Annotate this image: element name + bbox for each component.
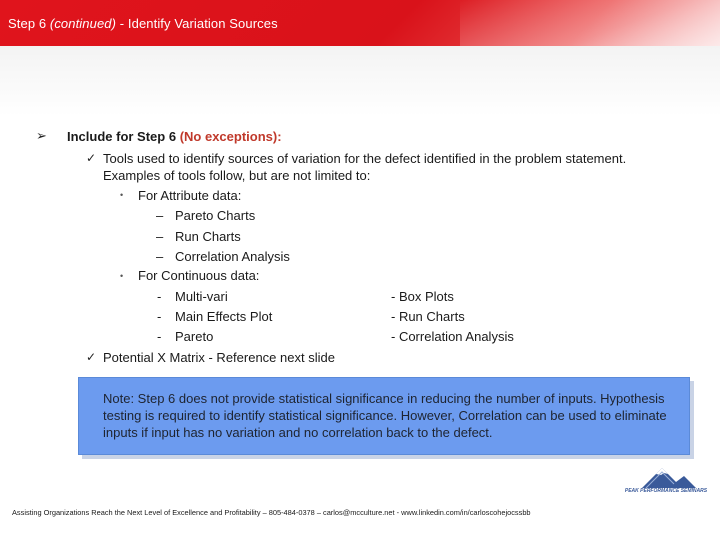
arrow-bullet-icon: ➢ — [36, 128, 47, 143]
matrix-line: Potential X Matrix - Reference next slide — [103, 350, 335, 365]
note-box — [78, 377, 690, 455]
checkmark-icon: ✓ — [86, 350, 97, 364]
header-shine — [460, 0, 720, 46]
header-fade — [0, 46, 720, 116]
hyphen-icon: - — [157, 309, 162, 324]
slide-title-suffix: - Identify Variation Sources — [116, 16, 278, 31]
attribute-item: Pareto Charts — [175, 208, 256, 223]
main-heading-accent: (No exceptions): — [179, 129, 282, 144]
checkmark-icon: ✓ — [86, 151, 97, 165]
continuous-item-left: Multi-vari — [175, 289, 228, 304]
attribute-item: Run Charts — [175, 229, 241, 244]
continuous-label: For Continuous data: — [138, 268, 260, 283]
continuous-item-left: Pareto — [175, 329, 214, 344]
hyphen-icon: - — [157, 329, 162, 344]
slide-title-prefix: Step 6 — [8, 16, 50, 31]
dash-icon: – — [156, 249, 164, 264]
slide-title — [8, 16, 278, 31]
slide-title-italic: (continued) — [49, 16, 117, 31]
dash-icon: – — [156, 208, 164, 223]
bullet-dot-icon: • — [120, 190, 124, 200]
company-logo — [624, 466, 708, 506]
mountain-logo-icon — [624, 466, 708, 490]
attribute-item: Correlation Analysis — [175, 249, 290, 264]
footer-text: Assisting Organizations Reach the Next Level of Excellence and Profitability – 805-484-0378 – carlos@mcculture.net - www.linkedin.com/in/carloscohejocssbb — [12, 508, 531, 517]
continuous-item-left: Main Effects Plot — [175, 309, 273, 324]
continuous-item-right: - Correlation Analysis — [391, 329, 514, 344]
hyphen-icon: - — [157, 289, 162, 304]
continuous-item-right: - Box Plots — [391, 289, 454, 304]
main-heading — [67, 129, 282, 144]
tools-line-1: Tools used to identify sources of variation for the defect identified in the problem statement. — [103, 151, 627, 166]
note-text: Note: Step 6 does not provide statistical significance in reducing the number of inputs. Hypothesis testing is required to identify statistical significance. However, Correlation can be used to eliminate inputs if input has no variation and no correlation back to the defect. — [103, 391, 667, 440]
logo-text: PEAK PERFORMANCE SEMINARS — [624, 488, 708, 494]
dash-icon: – — [156, 229, 164, 244]
slide-header — [0, 0, 720, 46]
bullet-dot-icon: • — [120, 271, 124, 281]
main-heading-text: Include for Step 6 — [67, 129, 180, 144]
continuous-item-right: - Run Charts — [391, 309, 465, 324]
attribute-label: For Attribute data: — [138, 188, 242, 203]
tools-line-2: Examples of tools follow, but are not limited to: — [103, 168, 371, 183]
